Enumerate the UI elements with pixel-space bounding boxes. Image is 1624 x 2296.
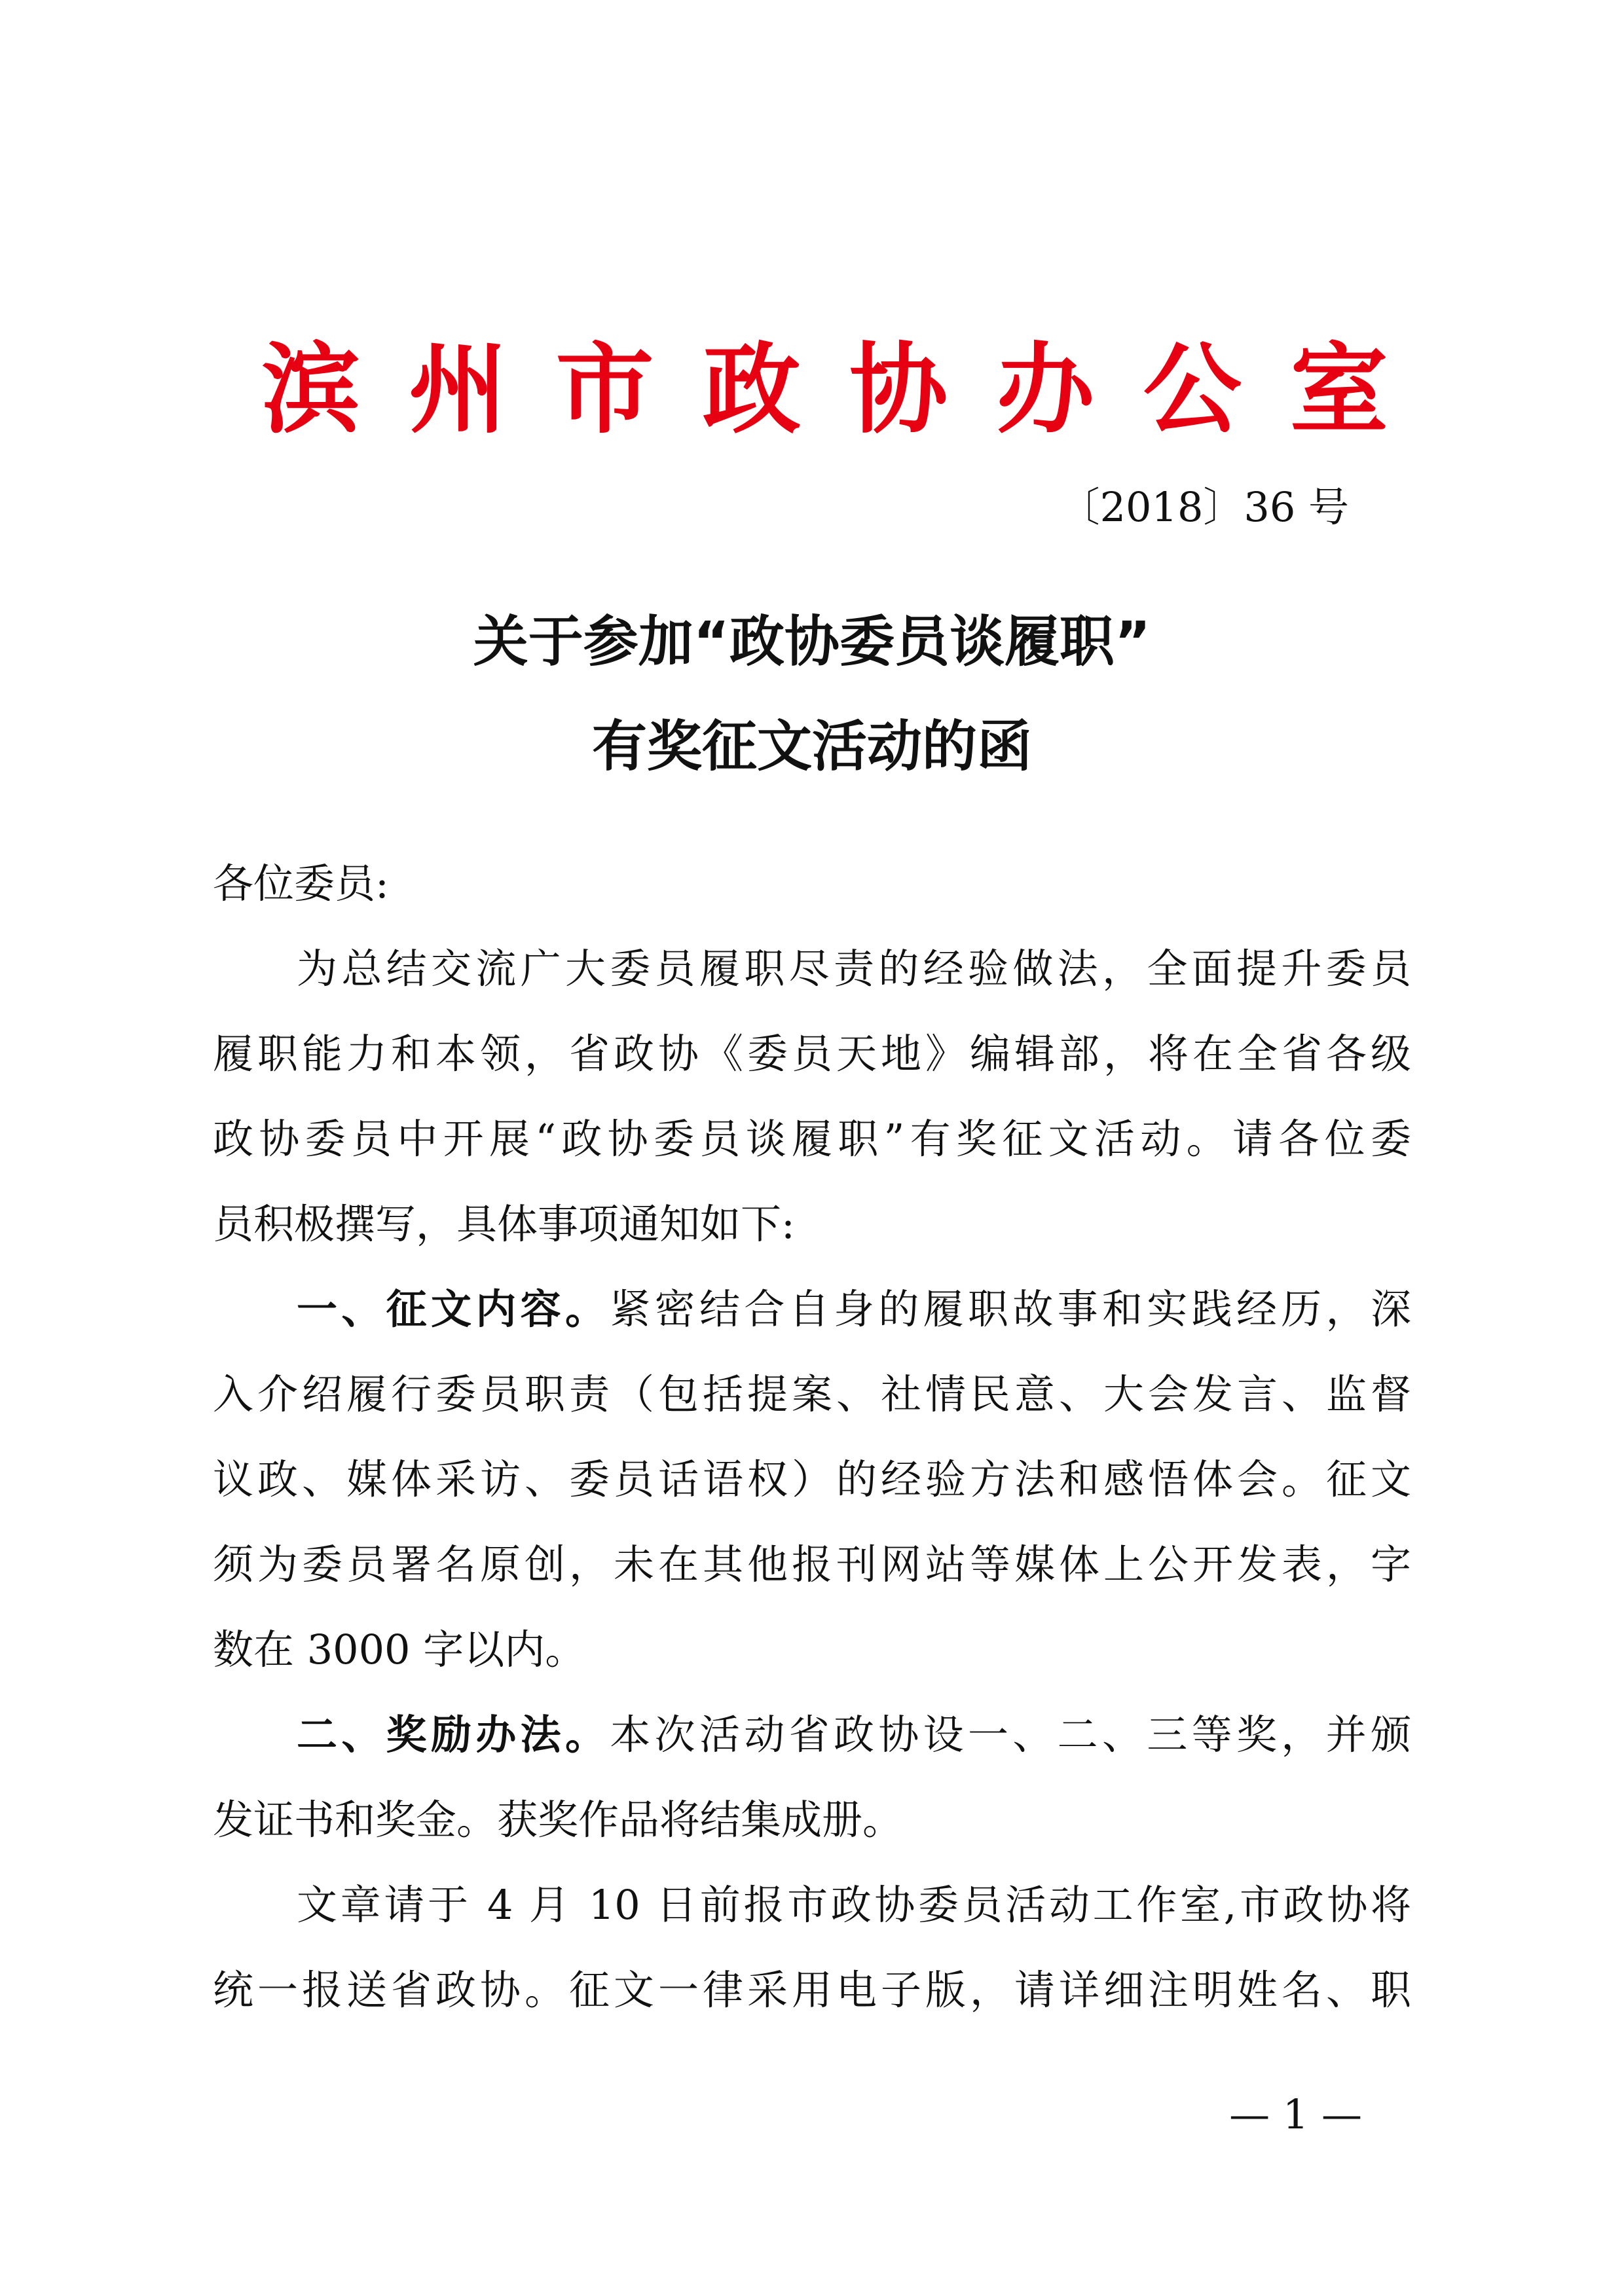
masthead-char: 办 [996, 332, 1095, 447]
paragraph-2-line: 入介绍履行委员职责（包括提案、社情民意、大会发言、监督 [213, 1370, 1411, 1418]
paragraph-3-line [297, 1702, 1411, 1768]
section-heading-reward: 二、奖励办法。 [297, 1711, 610, 1758]
masthead-char: 州 [409, 332, 507, 447]
issuer-masthead [262, 332, 1388, 447]
document-title-line-1: 关于参加“政协委员谈履职” [473, 610, 1151, 674]
paragraph-2-line: 须为委员署名原创，未在其他报刊网站等媒体上公开发表，字 [213, 1540, 1411, 1588]
paragraph-2-line: 议政、媒体采访、委员话语权）的经验方法和感悟体会。征文 [213, 1455, 1411, 1503]
salutation: 各位委员: [213, 860, 389, 907]
paragraph-2-line [297, 1277, 1411, 1342]
masthead-char: 公 [1143, 332, 1242, 447]
masthead-char: 室 [1289, 332, 1388, 447]
paragraph-3-line: 发证书和奖金。获奖作品将结集成册。 [213, 1796, 904, 1844]
masthead-char: 滨 [262, 332, 361, 447]
paragraph-2-line: 数在 3000 字以内。 [213, 1626, 586, 1673]
masthead-char: 市 [555, 332, 654, 447]
document-number: 〔2018〕36 号 [1059, 483, 1349, 531]
paragraph-2-text: 紧密结合自身的履职故事和实践经历，深 [610, 1285, 1411, 1333]
masthead-char: 政 [702, 332, 801, 447]
paragraph-1-line: 履职能力和本领，省政协《委员天地》编辑部，将在全省各级 [213, 1030, 1411, 1078]
paragraph-1-line: 政协委员中开展“政协委员谈履职”有奖征文活动。请各位委 [213, 1115, 1411, 1163]
paragraph-4-line: 文章请于 4 月 10 日前报市政协委员活动工作室,市政协将 [297, 1881, 1411, 1929]
section-heading-content: 一、征文内容。 [297, 1285, 610, 1333]
paragraph-4-line: 统一报送省政协。征文一律采用电子版，请详细注明姓名、职 [213, 1966, 1411, 2014]
masthead-char: 协 [849, 332, 948, 447]
document-title-line-2: 有奖征文活动的函 [591, 714, 1032, 778]
paragraph-3-text: 本次活动省政协设一、二、三等奖，并颁 [610, 1711, 1411, 1758]
page-number: — 1 — [1229, 2090, 1362, 2138]
paragraph-1-line: 员积极撰写，具体事项通知如下: [213, 1200, 795, 1248]
paragraph-1-line: 为总结交流广大委员履职尽责的经验做法，全面提升委员 [297, 945, 1411, 993]
